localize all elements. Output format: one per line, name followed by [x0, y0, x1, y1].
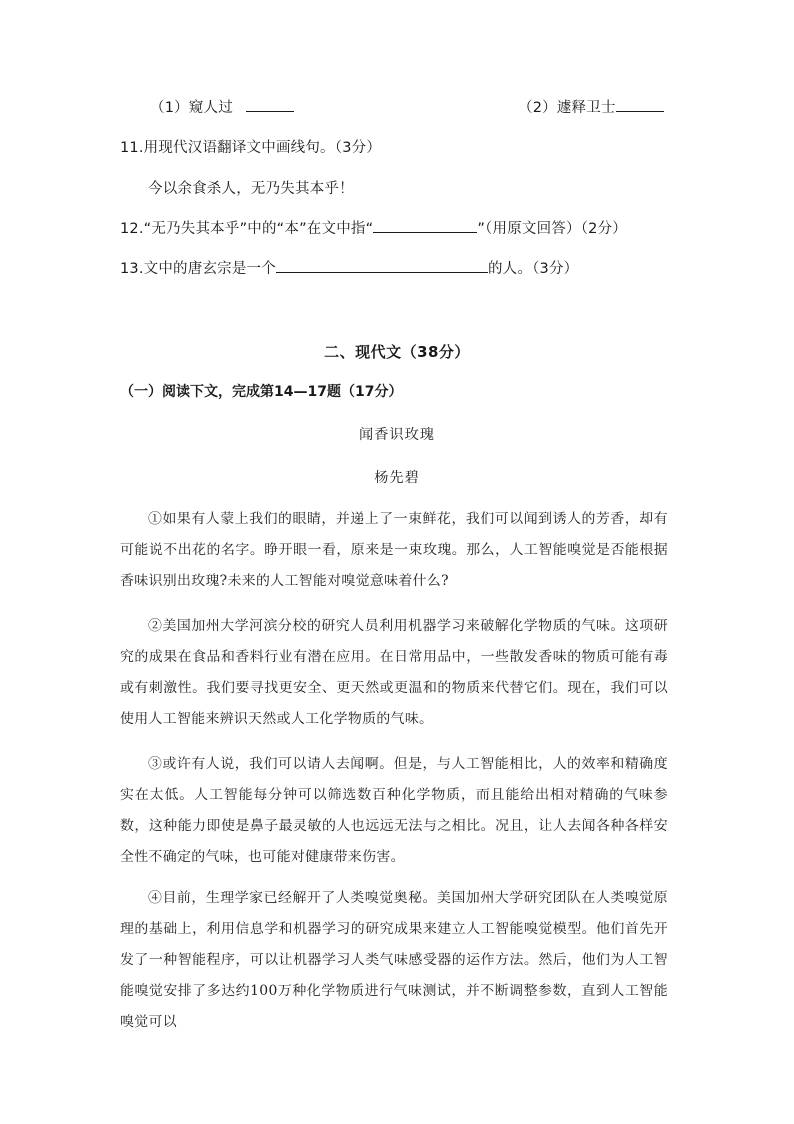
q12-prompt [120, 217, 627, 238]
q10-item-2-blank[interactable] [616, 97, 664, 112]
essay-author: 杨先碧 [374, 470, 420, 486]
q10-item-2-rest: 释卫士 [571, 100, 616, 116]
q12-blank[interactable] [373, 218, 477, 233]
q13-prompt [120, 257, 578, 278]
essay-paragraph-1: ①如果有人蒙上我们的眼睛，并递上了一束鲜花，我们可以闻到诱人的芳香，却有可能说不出花的名字。睁开眼一看，原来是一束玫瑰。那么，人工智能嗅觉是否能根据香味识别出玫瑰?未来的人工智能对嗅觉意味着什么? [120, 511, 668, 589]
q11-prompt: 11.用现代汉语翻译文中画线句。（3分） [120, 140, 382, 156]
q13-blank[interactable] [276, 258, 488, 273]
q10-item-1-rest: 人过 [203, 100, 233, 116]
q10-item-2 [518, 96, 664, 117]
q10-item-1 [150, 96, 294, 117]
q12-text-a: 12.“无乃失其本乎”中的“本”在文中指“ [120, 221, 374, 237]
q10-item-2-prefix: （2）遽 [518, 100, 572, 116]
subsection-title: （一）阅读下文，完成第14—17题（17分） [120, 384, 403, 400]
q11-sentence: 今以余食杀人，无乃失其本乎！ [148, 181, 354, 197]
q12-text-b: ”（用原文回答）（2分） [477, 221, 627, 237]
essay-paragraph-2: ②美国加州大学河滨分校的研究人员利用机器学习来破解化学物质的气味。这项研究的成果在食品和香料行业有潜在应用。在日常用品中，一些散发香味的物质可能有毒或有刺激性。我们要寻找更安全、更天然或更温和的物质来代替它们。现在，我们可以使用人工智能来辨识天然或人工化学物质的气味。 [120, 618, 668, 727]
section-title: 二、现代文（38分） [324, 343, 470, 361]
q10-item-1-blank[interactable] [246, 97, 294, 112]
q13-text-a: 13.文中的唐玄宗是一个 [120, 261, 276, 277]
essay-paragraph-4: ④目前，生理学家已经解开了人类嗅觉奥秘。美国加州大学研究团队在人类嗅觉原理的基础上，利用信息学和机器学习的研究成果来建立人工智能嗅觉模型。他们首先开发了一种智能程序，可以让机器学习人类气味感受器的运作方法。然后，他们为人工智能嗅觉安排了多达约100万种化学物质进行气味测试，并不断调整参数，直到人工智能嗅觉可以 [120, 890, 668, 1030]
q10-item-1-prefix: （1）窥 [150, 100, 204, 116]
essay-paragraph-3: ③或许有人说，我们可以请人去闻啊。但是，与人工智能相比，人的效率和精确度实在太低。人工智能每分钟可以筛选数百种化学物质，而且能给出相对精确的气味参数，这种能力即使是鼻子最灵敏的人也远远无法与之相比。况且，让人去闻各种各样安全性不确定的气味，也可能对健康带来伤害。 [120, 756, 668, 865]
essay-title: 闻香识玫瑰 [359, 427, 435, 443]
q13-text-b: 的人。（3分） [487, 261, 579, 277]
